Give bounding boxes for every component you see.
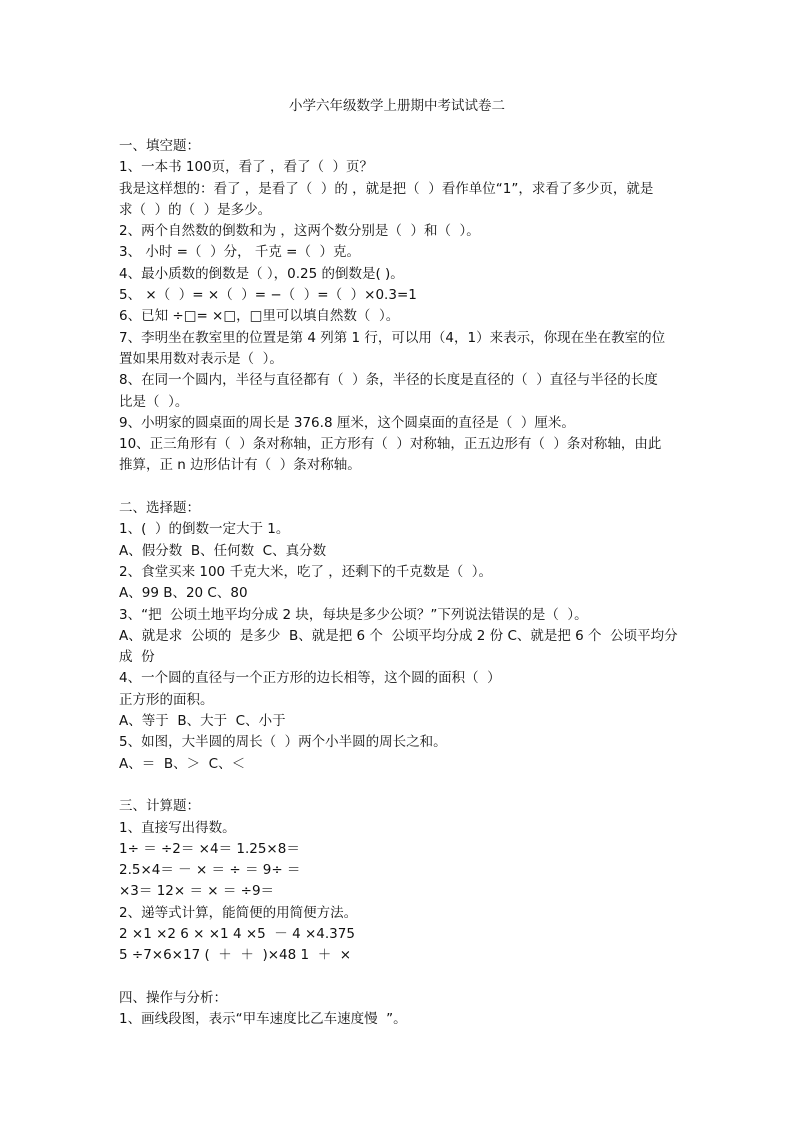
question-line: A、就是求 公顷的 是多少 B、就是把 6 个 公顷平均分成 2 份 C、就是把 6 个 公顷平均分 (119, 627, 678, 644)
question-line: 5 ÷7×6×17 ( ＋ ＋ )×48 1 ＋ × (119, 947, 352, 964)
section-operation-analysis (119, 988, 679, 1031)
question-line: 8、在同一个圆内，半径与直径都有（ ）条，半径的长度是直径的（ ）直径与半径的长度 (119, 372, 658, 389)
question-line: 6、已知 ÷□= ×□，□里可以填自然数（ ）。 (119, 308, 400, 325)
question-line: 7、李明坐在教室里的位置是第 4 列第 1 行，可以用（4，1）来表示，你现在坐在教室的位 (119, 329, 666, 346)
section-heading: 三、计算题： (119, 798, 200, 815)
question-line: 2 ×1 ×2 6 × ×1 4 ×5 － 4 ×4.375 (119, 925, 355, 942)
section-multiple-choice (119, 498, 679, 775)
question-line: A、＝ B、＞ C、＜ (119, 755, 246, 772)
exam-content (119, 136, 679, 1030)
question-line: 1、一本书 100页，看了 ，看了（ ）页？ (119, 159, 374, 176)
section-heading: 四、操作与分析： (119, 989, 227, 1006)
section-calculation (119, 796, 679, 966)
question-line: 10、正三角形有（ ）条对称轴，正方形有（ ）对称轴，正五边形有（ ）条对称轴，由此 (119, 436, 662, 453)
section-gap (119, 477, 679, 498)
question-line: 4、最小质数的倒数是（ ），0.25 的倒数是( )。 (119, 265, 404, 282)
page-title: 小学六年级数学上册期中考试试卷二 (289, 98, 505, 114)
section-gap (119, 775, 679, 796)
question-line: 1、( ）的倒数一定大于 1。 (119, 521, 290, 538)
section-heading: 二、选择题： (119, 500, 200, 517)
question-line: 2、递等式计算，能简便的用简便方法。 (119, 904, 358, 921)
question-line: 2、食堂买来 100 千克大米，吃了 ，还剩下的千克数是（ ）。 (119, 563, 493, 580)
question-line: 5、如图，大半圆的周长（ ）两个小半圆的周长之和。 (119, 734, 447, 751)
question-line: 3、 小时 =（ ）分， 千克 =（ ）克。 (119, 244, 361, 261)
question-line: 1÷ ＝ ÷2＝ ×4＝ 1.25×8＝ (119, 840, 300, 857)
question-line: 2、两个自然数的倒数和为 ，这两个数分别是（ ）和（ ）。 (119, 223, 480, 240)
question-line: 3、“把 公顷土地平均分成 2 块，每块是多少公顷？”下列说法错误的是（ ）。 (119, 606, 588, 623)
question-line: 比是（ ）。 (119, 393, 189, 410)
question-line: 1、直接写出得数。 (119, 819, 236, 836)
question-line: 成 份 (119, 649, 155, 666)
question-line: 置如果用数对表示是（ ）。 (119, 350, 283, 367)
question-line: A、99 B、20 C、80 (119, 585, 248, 602)
section-fill-in (119, 136, 679, 477)
question-line: 5、 ×（ ）= ×（ ）= −（ ）=（ ）×0.3=1 (119, 287, 417, 304)
question-line: 4、一个圆的直径与一个正方形的边长相等，这个圆的面积（ ） (119, 670, 501, 687)
question-line: 求（ ）的（ ）是多少。 (119, 201, 272, 218)
question-line: A、假分数 B、任何数 C、真分数 (119, 542, 327, 559)
question-line: ×3＝ 12× ＝ × ＝ ÷9＝ (119, 883, 275, 900)
question-line: A、等于 B、大于 C、小于 (119, 713, 286, 730)
question-line: 1、画线段图，表示“甲车速度比乙车速度慢 ”。 (119, 1011, 407, 1028)
question-line: 推算，正 n 边形估计有（ ）条对称轴。 (119, 457, 361, 474)
section-gap (119, 967, 679, 988)
question-line: 2.5×4＝ － × ＝ ÷ ＝ 9÷ ＝ (119, 862, 301, 879)
question-line: 正方形的面积。 (119, 691, 214, 708)
question-line: 我是这样想的：看了 ，是看了（ ）的 ，就是把（ ）看作单位“1”，求看了多少页，就是 (119, 180, 654, 197)
question-line: 9、小明家的圆桌面的周长是 376.8 厘米，这个圆桌面的直径是（ ）厘米。 (119, 414, 575, 431)
section-heading: 一、填空题： (119, 138, 200, 154)
